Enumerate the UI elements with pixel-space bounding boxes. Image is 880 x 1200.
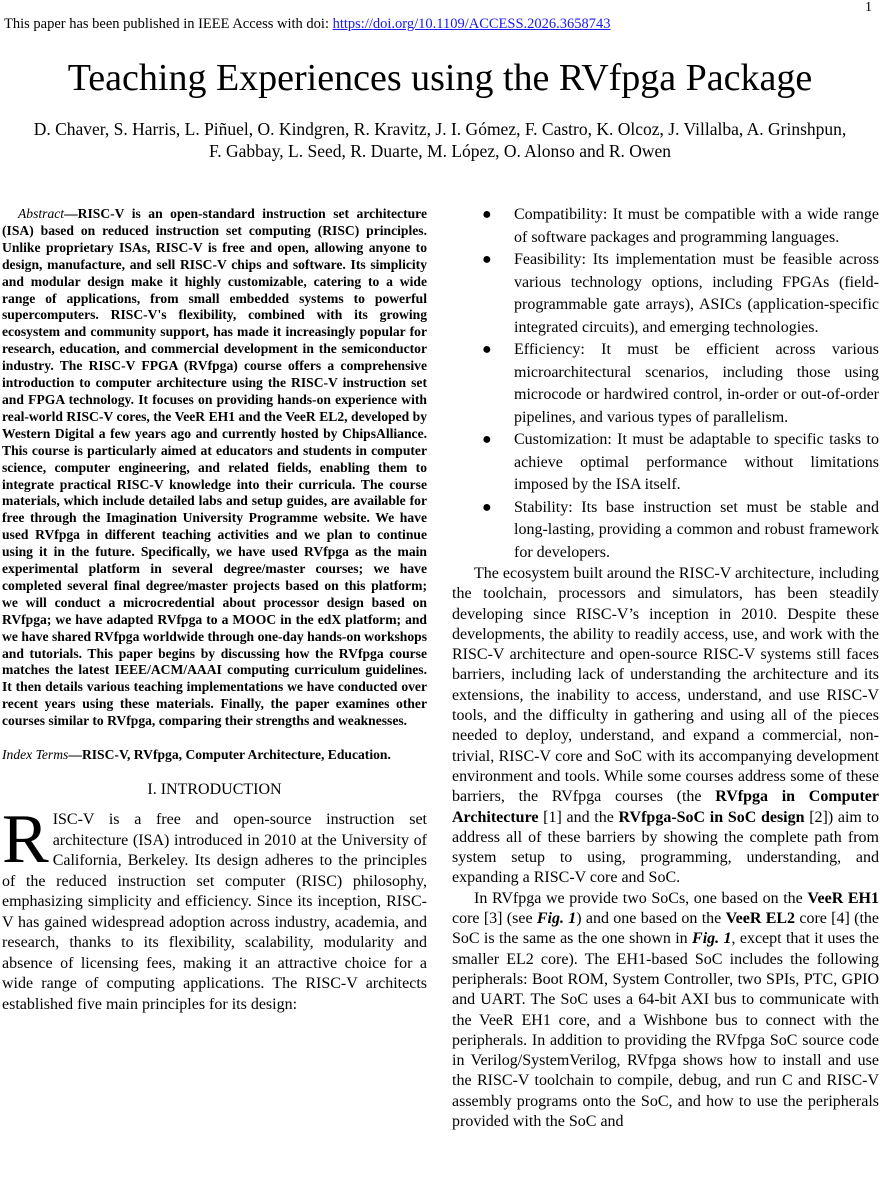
introduction-paragraph	[2, 801, 427, 1015]
list-item	[452, 339, 879, 429]
socs-paragraph	[452, 889, 879, 1133]
figure-reference[interactable]: Fig. 1	[692, 930, 732, 948]
ecosystem-paragraph	[452, 564, 879, 889]
list-item-text: Compatibility: It must be compatible with a wide range of software packages and programming languages.	[514, 206, 879, 246]
list-item	[452, 204, 879, 249]
page-number: 1	[865, 0, 872, 15]
paragraph-text: In RVfpga we provide two SoCs, one based on the	[474, 889, 808, 907]
figure-reference[interactable]: Fig. 1	[536, 910, 577, 928]
design-principles-list	[452, 204, 879, 564]
index-terms-text: RISC-V, RVfpga, Computer Architecture, Education.	[81, 747, 391, 763]
course-name-computer-architecture: RVfpga in Computer Architecture	[452, 788, 879, 826]
doi-link[interactable]: https://doi.org/10.1109/ACCESS.2026.3658743	[332, 16, 611, 32]
bullet-icon: ●	[482, 341, 492, 358]
bullet-icon: ●	[482, 251, 492, 268]
authors-line-2: F. Gabbay, L. Seed, R. Duarte, M. López, O. Alonso and R. Owen	[208, 141, 672, 161]
abstract-label: Abstract	[18, 206, 65, 221]
publication-note	[4, 16, 611, 33]
author-list	[0, 118, 880, 162]
core-name-el2: VeeR EL2	[725, 910, 796, 928]
drop-cap: R	[2, 801, 49, 879]
list-item	[452, 497, 879, 565]
abstract	[2, 206, 427, 730]
list-item-text: Customization: It must be adaptable to specific tasks to achieve optimal performance without limitations imposed by the ISA itself.	[514, 431, 879, 493]
list-item	[452, 249, 879, 339]
core-name-eh1: VeeR EH1	[807, 889, 879, 907]
publication-note-text: This paper has been published in IEEE Access with doi:	[4, 16, 333, 32]
paragraph-text: The ecosystem built around the RISC-V architecture, including the toolchain, processors and simulators, has been steadily developing since RISC-V’s inception in 2010. Despite these developments, the ability to readily access, use, and work with the RISC-V architecture and open-source RISC-V systems still faces barriers, including lack of understanding the architecture and its extensions, the inability to access, understand, and use RISC-V tools, and the difficulty in gathering and using all of the pieces needed to deploy, understand, and expand a commercial, non-trivial, RISC-V core and SoC with its accompanying development environment and tools. While some courses address some of these barriers, the RVfpga courses (the	[452, 565, 879, 806]
index-terms-label: Index Terms	[2, 747, 69, 763]
index-terms	[2, 746, 427, 763]
index-terms-dash: —	[68, 747, 82, 763]
left-column	[2, 206, 427, 1015]
list-item-text: Stability: Its base instruction set must be stable and long-lasting, providing a common and robust framework for developers.	[514, 498, 879, 561]
list-item-text: Efficiency: It must be efficient across various microarchitectural scenarios, including those using microcode or hardwired control, in-order or out-of-order pipelines, and various types of parallelism.	[514, 341, 879, 426]
paragraph-text: , except that it uses the smaller EL2 core). The EH1-based SoC includes the following peripherals: Boot ROM, System Controller, two SPIs, PTC, GPIO and UART. The SoC uses a 64-bit AXI bus to communicate with the VeeR EH1 core, and a Wishbone bus to connect with the peripherals. In addition to providing the RVfpga SoC source code in Verilog/SystemVerilog, RVfpga shows how to install and use the RISC-V toolchain to compile, debug, and run C and RISC-V assembly programs onto the SoC, and how to use the peripherals provided with the SoC and	[452, 930, 879, 1131]
section-heading-introduction: I. INTRODUCTION	[147, 781, 282, 799]
list-item	[452, 429, 879, 497]
paragraph-text: [2]) aim to address all of these barriers by showing the complete path from system setup to using, programming, understanding, and expanding a RISC-V core and SoC.	[452, 808, 880, 887]
bullet-icon: ●	[482, 206, 492, 223]
paragraph-text: core [3] (see	[452, 910, 537, 928]
list-item-text: Feasibility: Its implementation must be feasible across various technology options, including FPGAs (field-programmable gate arrays), ASICs (application-specific integrated circuits), and emerging technologies.	[514, 251, 879, 336]
bullet-icon: ●	[482, 431, 492, 448]
abstract-dash: —	[64, 206, 78, 221]
bullet-icon: ●	[482, 498, 492, 516]
introduction-text: ISC-V is a free and open-source instruction set architecture (ISA) introduced in 2010 at the University of California, Berkeley. Its design adheres to the principles of the reduced instruction set computer (RISC) philosophy, emphasizing simplicity and efficiency. Since its inception, RISC-V has gained widespread adoption across industry, academia, and research, thanks to its flexibility, scalability, modularity and absence of licensing fees, making it an attractive choice for a wide range of computing applications. The RISC-V architects established five main principles for its design:	[2, 811, 427, 1013]
course-name-soc-design: RVfpga-SoC in SoC design	[618, 808, 805, 826]
right-column	[452, 204, 879, 1132]
paper-title: Teaching Experiences using the RVfpga Package	[67, 57, 813, 99]
paragraph-text: [1] and the	[538, 808, 619, 826]
authors-line-1: D. Chaver, S. Harris, L. Piñuel, O. Kindgren, R. Kravitz, J. I. Gómez, F. Castro, K. Olcoz, J. Villalba, A. Grinshpun,	[33, 119, 847, 139]
paragraph-text: core [4] (the SoC is the same as the one shown in	[452, 910, 879, 948]
abstract-text: RISC-V is an open-standard instruction set architecture (ISA) based on reduced instruction set computing (RISC) principles. Unlike proprietary ISAs, RISC-V is free and open, allowing anyone to design, manufacture, and sell RISC-V chips and software. Its simplicity and modular design make it highly customizable, catering to a wide range of applications, from small embedded systems to powerful supercomputers. RISC-V's flexibility, combined with its growing ecosystem and community support, has made it increasingly popular for research, education, and commercial development in the semiconductor industry. The RISC-V FPGA (RVfpga) course offers a comprehensive introduction to computer architecture using the RISC-V instruction set and FPGA technology. It focuses on providing hands-on experience with real-world RISC-V cores, the VeeR EH1 and the VeeR EL2, developed by Western Digital a few years ago and currently hosted by ChipsAlliance. This course is particularly aimed at educators and students in computer science, computer engineering, and related fields, enabling them to integrate practical RISC-V knowledge into their curricula. The course materials, which include detailed labs and setup guides, are available for free through the Imagination University Programme website. We have used RVfpga in different teaching activities and we plan to continue using it in the future. Specifically, we have used RVfpga as the main experimental platform in several degree/master courses; we have completed several final degree/master projects based on this platform; we will conduct a microcredential about processor design based on RVfpga; we have adapted RVfpga to a MOOC in the edX platform; and we have shared RVfpga worldwide through one-day hands-on workshops and tutorials. This paper begins by discussing how the RVfpga course matches the latest IEEE/ACM/AAAI computing curriculum guidelines. It then details various teaching implementations we have conducted over recent years using these materials. Finally, the paper examines other courses similar to RVfpga, comparing their strengths and weaknesses.	[2, 206, 427, 729]
paragraph-text: ) and one based on the	[576, 910, 726, 928]
